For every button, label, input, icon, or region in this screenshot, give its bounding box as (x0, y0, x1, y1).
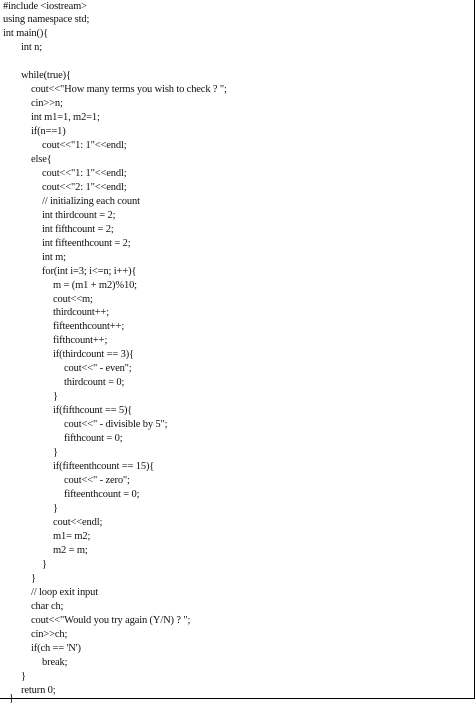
code-line: using namespace std; (3, 14, 90, 25)
code-line: int thirdcount = 2; (42, 210, 116, 221)
code-line: fifteenthcount++; (53, 321, 125, 332)
code-line: } (21, 671, 26, 682)
code-line: cout<<"2: 1"<<endl; (42, 182, 127, 193)
code-line: if(fifteenthcount == 15){ (53, 461, 155, 472)
code-line: #include <iostream> (3, 1, 87, 12)
code-line: for(int i=3; i<=n; i++){ (42, 266, 137, 277)
code-line: m = (m1 + m2)%10; (53, 280, 137, 291)
code-line: cout<<"Would you try again (Y/N) ? "; (31, 615, 191, 626)
code-line: int m1=1, m2=1; (31, 112, 100, 123)
code-line: fifteenthcount = 0; (64, 489, 140, 500)
code-line: return 0; (21, 685, 56, 696)
code-line: int fifthcount = 2; (42, 224, 114, 235)
code-line: } (53, 391, 58, 402)
code-line: if(n==1) (31, 126, 66, 137)
code-line: break; (42, 657, 68, 668)
code-line: m1= m2; (53, 531, 91, 542)
code-line: } (31, 573, 36, 584)
code-line: // initializing each count (42, 196, 140, 207)
code-line: cin>>n; (31, 98, 63, 109)
code-line: fifthcount++; (53, 335, 108, 346)
code-line: // loop exit input (31, 587, 99, 598)
code-line: cout<<m; (53, 294, 93, 305)
code-line: else{ (31, 154, 52, 165)
code-line: int m; (42, 252, 66, 263)
code-line: cout<<" - even"; (64, 363, 132, 374)
code-line: } (9, 693, 14, 704)
code-line: if(fifthcount == 5){ (53, 405, 133, 416)
code-line: m2 = m; (53, 545, 88, 556)
code-line: } (53, 447, 58, 458)
code-line: char ch; (31, 601, 64, 612)
code-line: cout<<endl; (53, 517, 103, 528)
code-line: cin>>ch; (31, 629, 68, 640)
code-line: cout<<"How many terms you wish to check ? "; (31, 84, 227, 95)
code-line: int main(){ (3, 28, 49, 39)
code-line: if(thirdcount == 3){ (53, 349, 134, 360)
code-line: int n; (21, 42, 42, 53)
code-line: while(true){ (21, 70, 71, 81)
code-line: cout<<" - zero"; (64, 475, 130, 486)
code-line: cout<<"1: 1"<<endl; (42, 140, 127, 151)
code-line: } (53, 503, 58, 514)
code-line: cout<<" - divisible by 5"; (64, 419, 168, 430)
code-line: int fifteenthcount = 2; (42, 238, 131, 249)
code-line: thirdcount++; (53, 307, 109, 318)
code-line: cout<<"1: 1"<<endl; (42, 168, 127, 179)
code-line: fifthcount = 0; (64, 433, 123, 444)
code-line: } (42, 559, 47, 570)
code-line: if(ch == 'N') (31, 643, 81, 654)
code-line: thirdcount = 0; (64, 377, 125, 388)
